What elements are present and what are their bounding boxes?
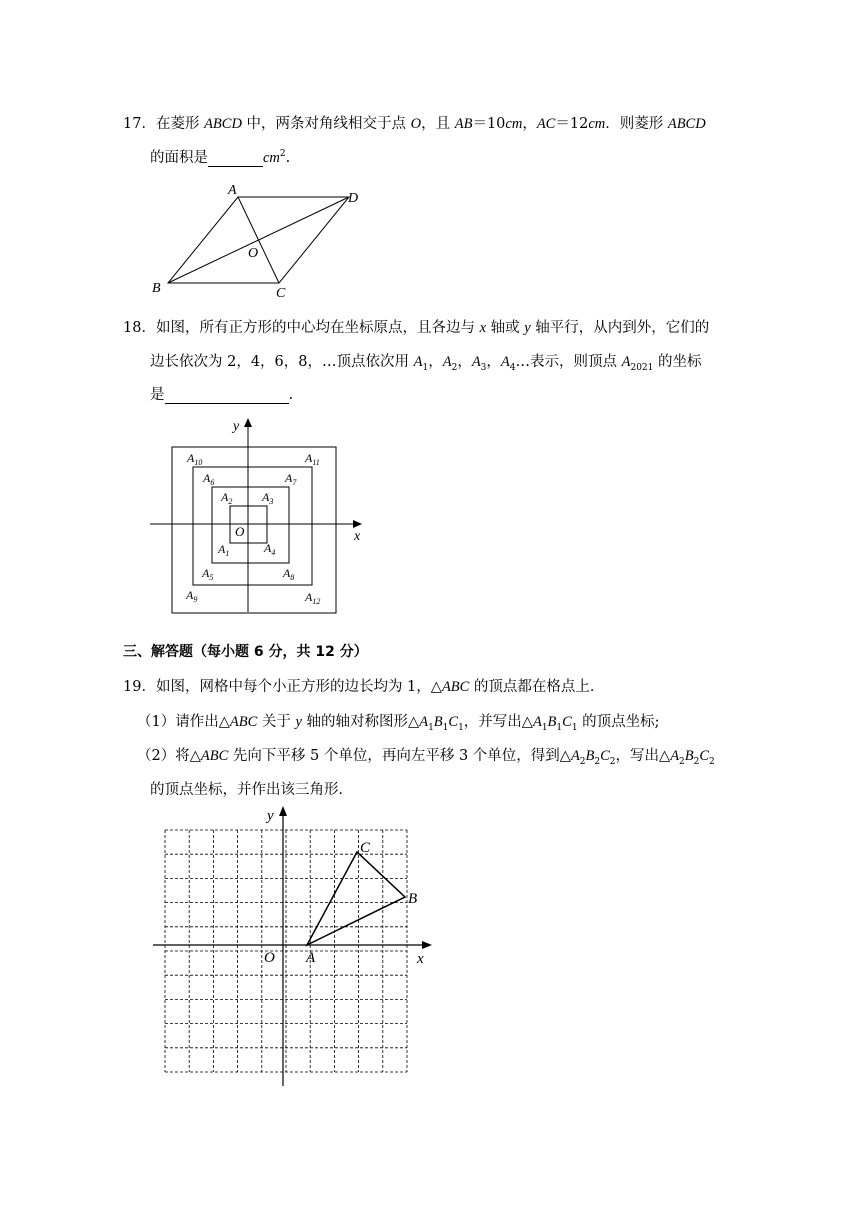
axis-y-label: y (233, 419, 240, 434)
q18-line2: 边长依次为 2，4，6，8，…顶点依次用 $A_1$，$A_2$，$A_3$，$A_4\dots$表示，则顶点 $A_{2021}$ 的坐标 (150, 354, 702, 373)
axis-x-label: x (354, 529, 361, 544)
point-b-label: B (408, 891, 418, 907)
axis-y-label: y (267, 808, 274, 824)
vertex-a3: $A_3$ (262, 490, 274, 506)
q18-line1: 18．如图，所有正方形的中心均在坐标原点，且各边与 x 轴或 y 轴平行，从内到外，它们的 (123, 320, 710, 336)
point-a-label: A (306, 950, 316, 966)
coordinate-grid-figure (150, 802, 440, 1092)
label-o: O (248, 246, 259, 261)
q19-part1: （1）请作出△ABC 关于 y 轴的轴对称图形$\triangle A_1B_1C_1$，并写出$\triangle A_1B_1C_1$ 的顶点坐标; (137, 714, 660, 733)
origin-label: O (235, 524, 245, 539)
x-axis-arrow (422, 941, 432, 949)
point-c-label: C (360, 840, 371, 856)
triangle-abc (307, 852, 405, 945)
axis-x-label: x (417, 951, 424, 967)
q18-line3: 是 . (150, 387, 294, 403)
q19-line4: 的顶点坐标，并作出该三角形． (150, 782, 353, 798)
vertex-a12: $A_{12}$ (305, 590, 321, 606)
y-axis-arrow (244, 418, 252, 427)
section-3-heading: 三、解答题（每小题 6 分，共 12 分） (123, 644, 368, 660)
y-axis-arrow (279, 806, 287, 816)
origin-label: O (264, 950, 275, 966)
vertex-a4: $A_4$ (264, 541, 276, 557)
q19-part2: （2）将△ABC 先向下平移 5 个单位，再向左平移 3 个单位，得到$\triangle A_2B_2C_2$，写出$\triangle A_2B_2C_2$ (137, 748, 715, 767)
q17-line2: 的面积是 $cm^2$. (150, 149, 291, 166)
x-axis-arrow (353, 520, 362, 528)
label-a: A (228, 183, 237, 198)
q17-answer-blank[interactable] (208, 150, 263, 167)
vertex-a7: $A_7$ (285, 471, 297, 487)
vertex-a2: $A_2$ (221, 490, 233, 506)
vertex-a10: $A_{10}$ (187, 451, 203, 467)
q17-line1: 17．在菱形 ABCD 中，两条对角线相交于点 O，且 AB＝10cm，AC＝12cm．则菱形 ABCD (123, 116, 706, 132)
vertex-a5: $A_5$ (202, 566, 214, 582)
label-c: C (276, 286, 286, 301)
q19-line1: 19．如图，网格中每个小正方形的边长均为 1，△ABC 的顶点都在格点上． (123, 679, 605, 695)
vertex-a11: $A_{11}$ (305, 451, 320, 467)
label-d: D (348, 191, 359, 206)
rhombus-figure (145, 180, 375, 300)
nested-squares-figure (145, 415, 370, 620)
vertex-a9: $A_9$ (186, 588, 198, 604)
label-b: B (152, 281, 161, 296)
vertex-a8: $A_8$ (283, 566, 295, 582)
q18-answer-blank[interactable] (165, 387, 289, 404)
vertex-a6: $A_6$ (203, 471, 215, 487)
vertex-a1: $A_1$ (218, 542, 230, 558)
